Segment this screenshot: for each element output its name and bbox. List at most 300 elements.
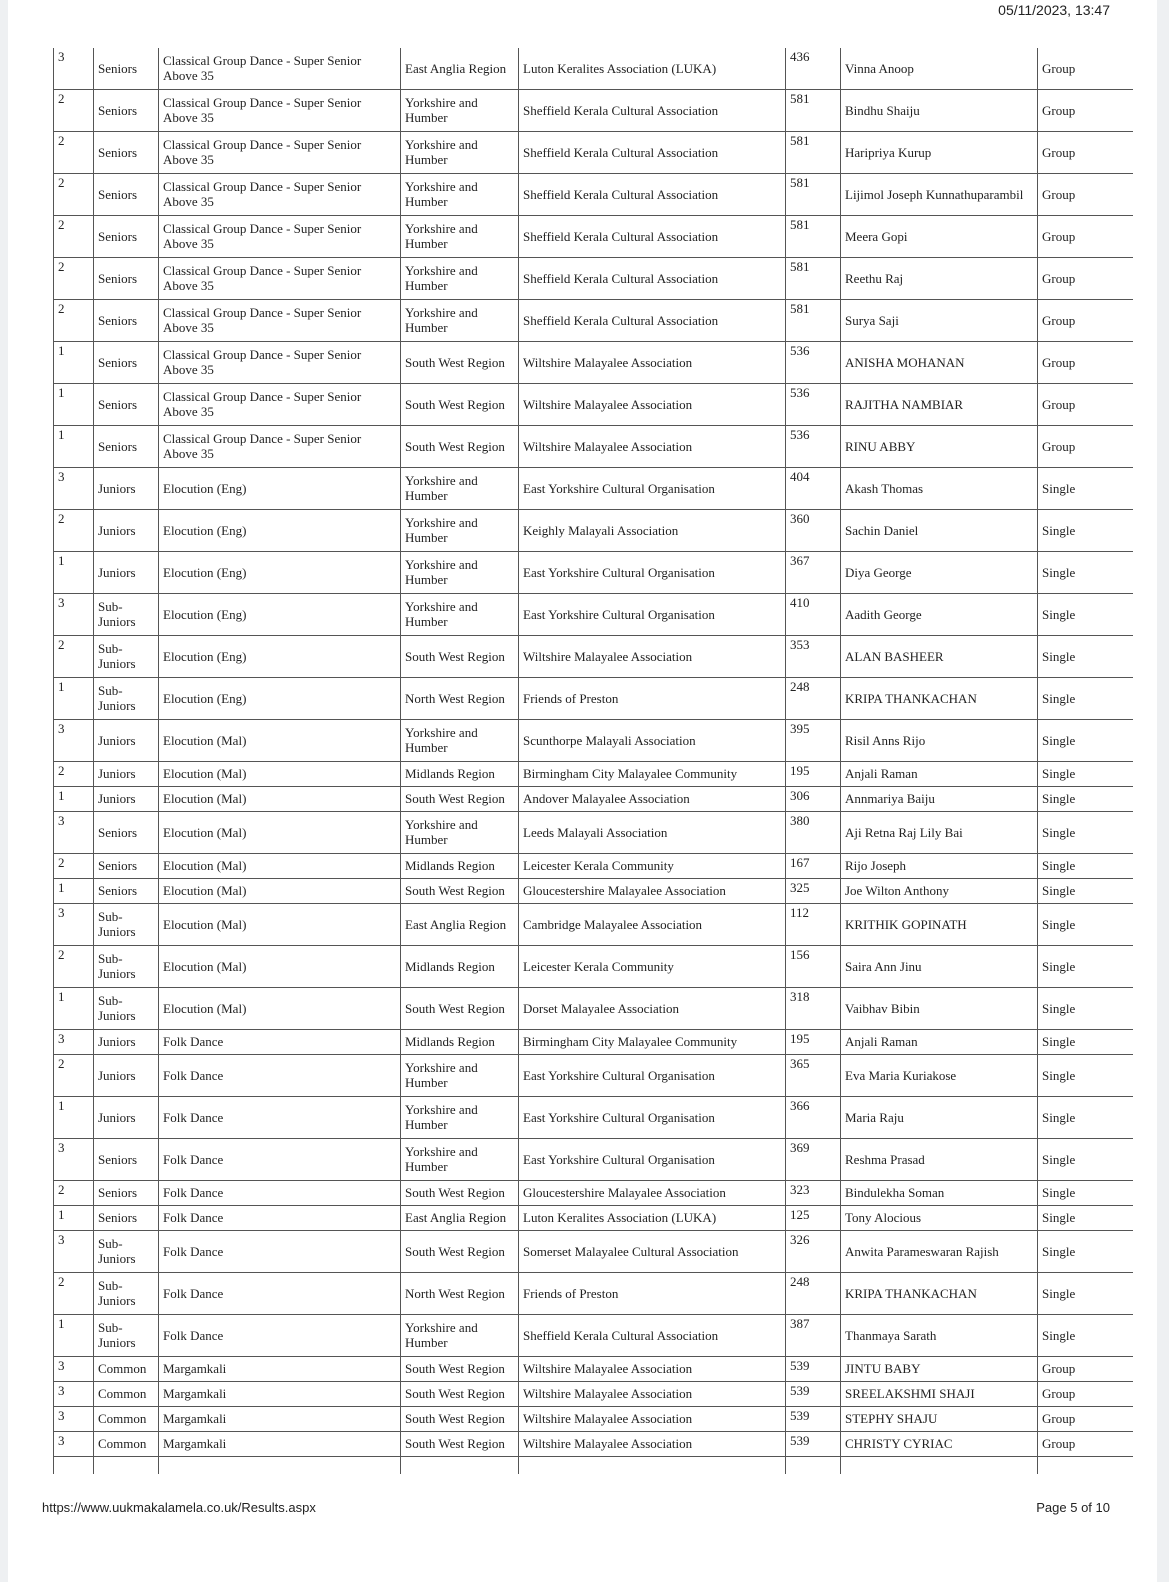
cell-association: Friends of Preston	[519, 1273, 786, 1315]
cell-chest-number: 387	[786, 1315, 841, 1357]
cell-entry-type: Single	[1038, 510, 1133, 552]
cell-association: Sheffield Kerala Cultural Association	[519, 258, 786, 300]
cell-participant-name: Saira Ann Jinu	[841, 946, 1038, 988]
cell-age-group: Sub-Juniors	[94, 946, 159, 988]
cell-association: East Yorkshire Cultural Organisation	[519, 552, 786, 594]
cell-age-group: Seniors	[94, 48, 159, 90]
cell-region: Yorkshire and Humber	[401, 216, 519, 258]
cell-chest-number: 395	[786, 720, 841, 762]
cell-rank: 2	[54, 132, 94, 174]
cell-age-group: Seniors	[94, 258, 159, 300]
cell-region: South West Region	[401, 1181, 519, 1206]
cell-region: Yorkshire and Humber	[401, 594, 519, 636]
table-row	[54, 720, 1133, 762]
cell-rank: 3	[54, 720, 94, 762]
cell-participant-name: Risil Anns Rijo	[841, 720, 1038, 762]
cell-chest-number: 581	[786, 300, 841, 342]
cell-age-group: Sub-Juniors	[94, 1315, 159, 1357]
cell-region: Yorkshire and Humber	[401, 1139, 519, 1181]
cell-age-group: Seniors	[94, 384, 159, 426]
cell-event: Elocution (Eng)	[159, 678, 401, 720]
cell-region: North West Region	[401, 1273, 519, 1315]
cell-participant-name: Anjali Raman	[841, 762, 1038, 787]
cell-entry-type: Group	[1038, 48, 1133, 90]
cell-region: Yorkshire and Humber	[401, 468, 519, 510]
cell-entry-type: Single	[1038, 678, 1133, 720]
cell-region: Midlands Region	[401, 946, 519, 988]
cell-rank: 2	[54, 258, 94, 300]
cell-event: Elocution (Mal)	[159, 854, 401, 879]
cell-chest-number: 365	[786, 1055, 841, 1097]
results-table-wrap	[53, 48, 1132, 1474]
cell-association: Sheffield Kerala Cultural Association	[519, 216, 786, 258]
cell-entry-type: Single	[1038, 1181, 1133, 1206]
cell-rank: 2	[54, 1273, 94, 1315]
cell-region: South West Region	[401, 342, 519, 384]
print-page	[8, 0, 1157, 1582]
table-row	[54, 1030, 1133, 1055]
cell-age-group: Seniors	[94, 854, 159, 879]
cell-entry-type: Group	[1038, 384, 1133, 426]
cell-region: North West Region	[401, 678, 519, 720]
table-row	[54, 258, 1133, 300]
cell-entry-type: Single	[1038, 946, 1133, 988]
cell-entry-type: Single	[1038, 1097, 1133, 1139]
cell-chest-number: 539	[786, 1357, 841, 1382]
cell-chest-number: 539	[786, 1407, 841, 1432]
cell-chest-number: 326	[786, 1231, 841, 1273]
cell-rank: 3	[54, 812, 94, 854]
cell-association: East Yorkshire Cultural Organisation	[519, 1055, 786, 1097]
cell-association: Birmingham City Malayalee Community	[519, 1030, 786, 1055]
cell-participant-name: Tony Alocious	[841, 1206, 1038, 1231]
cell-chest-number: 323	[786, 1181, 841, 1206]
cell-chest-number: 167	[786, 854, 841, 879]
cell-age-group: Juniors	[94, 1030, 159, 1055]
cell-entry-type: Single	[1038, 812, 1133, 854]
cell-participant-name: Bindhu Shaiju	[841, 90, 1038, 132]
cell-association: Wiltshire Malayalee Association	[519, 384, 786, 426]
cell-rank: 1	[54, 1315, 94, 1357]
cell-age-group: Seniors	[94, 1181, 159, 1206]
cell-entry-type: Single	[1038, 1315, 1133, 1357]
cell-association: Wiltshire Malayalee Association	[519, 636, 786, 678]
cell-association: Sheffield Kerala Cultural Association	[519, 1315, 786, 1357]
footer-url: https://www.uukmakalamela.co.uk/Results.aspx	[42, 1500, 316, 1515]
table-row	[54, 904, 1133, 946]
cell-association: Wiltshire Malayalee Association	[519, 1357, 786, 1382]
cell-event: Classical Group Dance - Super Senior Above 35	[159, 216, 401, 258]
table-row	[54, 342, 1133, 384]
cell-age-group: Common	[94, 1407, 159, 1432]
cell-association: East Yorkshire Cultural Organisation	[519, 1139, 786, 1181]
cell-association: Sheffield Kerala Cultural Association	[519, 132, 786, 174]
cell-age-group: Sub-Juniors	[94, 1231, 159, 1273]
cell-rank: 2	[54, 854, 94, 879]
cell-participant-name: RAJITHA NAMBIAR	[841, 384, 1038, 426]
table-row	[54, 90, 1133, 132]
table-row	[54, 879, 1133, 904]
cell-association: Sheffield Kerala Cultural Association	[519, 174, 786, 216]
cell-event: Classical Group Dance - Super Senior Above 35	[159, 342, 401, 384]
cell-chest-number: 112	[786, 904, 841, 946]
cell-chest-number: 318	[786, 988, 841, 1030]
cell-participant-name: Sachin Daniel	[841, 510, 1038, 552]
cell-entry-type: Single	[1038, 552, 1133, 594]
cell-age-group: Sub-Juniors	[94, 636, 159, 678]
cell-age-group: Juniors	[94, 1055, 159, 1097]
table-row	[54, 1315, 1133, 1357]
cell-rank: 1	[54, 426, 94, 468]
cell-rank: 3	[54, 468, 94, 510]
cell-entry-type: Single	[1038, 904, 1133, 946]
table-row	[54, 1206, 1133, 1231]
cell-rank: 3	[54, 1357, 94, 1382]
cell-region: Yorkshire and Humber	[401, 174, 519, 216]
cell-rank: 2	[54, 1181, 94, 1206]
cell-entry-type: Group	[1038, 90, 1133, 132]
cell-entry-type: Group	[1038, 342, 1133, 384]
empty-cell	[94, 1457, 159, 1475]
cell-event: Elocution (Mal)	[159, 988, 401, 1030]
cell-region: Yorkshire and Humber	[401, 1055, 519, 1097]
cell-entry-type: Single	[1038, 1055, 1133, 1097]
cell-participant-name: Surya Saji	[841, 300, 1038, 342]
table-row	[54, 1273, 1133, 1315]
cell-participant-name: Aadith George	[841, 594, 1038, 636]
cell-chest-number: 325	[786, 879, 841, 904]
table-row	[54, 426, 1133, 468]
cell-rank: 2	[54, 762, 94, 787]
cell-participant-name: KRIPA THANKACHAN	[841, 1273, 1038, 1315]
table-row	[54, 594, 1133, 636]
cell-age-group: Seniors	[94, 216, 159, 258]
cell-participant-name: STEPHY SHAJU	[841, 1407, 1038, 1432]
cell-entry-type: Group	[1038, 132, 1133, 174]
cell-entry-type: Single	[1038, 988, 1133, 1030]
cell-age-group: Sub-Juniors	[94, 594, 159, 636]
cell-entry-type: Group	[1038, 1382, 1133, 1407]
cell-region: Yorkshire and Humber	[401, 720, 519, 762]
cell-age-group: Sub-Juniors	[94, 988, 159, 1030]
cell-participant-name: Akash Thomas	[841, 468, 1038, 510]
cell-chest-number: 536	[786, 426, 841, 468]
cell-event: Margamkali	[159, 1432, 401, 1457]
cell-rank: 1	[54, 678, 94, 720]
cell-rank: 2	[54, 1055, 94, 1097]
cell-region: Yorkshire and Humber	[401, 300, 519, 342]
cell-chest-number: 581	[786, 258, 841, 300]
cell-age-group: Juniors	[94, 1097, 159, 1139]
cell-participant-name: Joe Wilton Anthony	[841, 879, 1038, 904]
cell-age-group: Seniors	[94, 1139, 159, 1181]
cell-entry-type: Group	[1038, 1432, 1133, 1457]
cell-chest-number: 195	[786, 762, 841, 787]
cell-participant-name: Anjali Raman	[841, 1030, 1038, 1055]
cell-association: Leicester Kerala Community	[519, 946, 786, 988]
cell-association: Leeds Malayali Association	[519, 812, 786, 854]
empty-cell	[841, 1457, 1038, 1475]
cell-region: Yorkshire and Humber	[401, 510, 519, 552]
cell-chest-number: 536	[786, 384, 841, 426]
cell-chest-number: 353	[786, 636, 841, 678]
cell-age-group: Sub-Juniors	[94, 1273, 159, 1315]
cell-rank: 1	[54, 879, 94, 904]
footer-page-number: Page 5 of 10	[1036, 1500, 1110, 1515]
cell-rank: 3	[54, 904, 94, 946]
cell-event: Elocution (Mal)	[159, 879, 401, 904]
cell-event: Elocution (Eng)	[159, 636, 401, 678]
cell-chest-number: 156	[786, 946, 841, 988]
cell-entry-type: Group	[1038, 216, 1133, 258]
cell-entry-type: Group	[1038, 1407, 1133, 1432]
cell-rank: 3	[54, 48, 94, 90]
cell-chest-number: 380	[786, 812, 841, 854]
cell-event: Classical Group Dance - Super Senior Above 35	[159, 300, 401, 342]
cell-association: Gloucestershire Malayalee Association	[519, 879, 786, 904]
cell-event: Folk Dance	[159, 1139, 401, 1181]
cell-age-group: Juniors	[94, 787, 159, 812]
cell-event: Classical Group Dance - Super Senior Above 35	[159, 90, 401, 132]
cell-entry-type: Single	[1038, 1206, 1133, 1231]
cell-event: Margamkali	[159, 1407, 401, 1432]
cell-event: Classical Group Dance - Super Senior Above 35	[159, 174, 401, 216]
cell-rank: 3	[54, 1432, 94, 1457]
table-row	[54, 1407, 1133, 1432]
table-row	[54, 174, 1133, 216]
empty-cell	[1038, 1457, 1133, 1475]
table-row	[54, 762, 1133, 787]
cell-participant-name: KRITHIK GOPINATH	[841, 904, 1038, 946]
cell-age-group: Seniors	[94, 1206, 159, 1231]
cell-event: Elocution (Mal)	[159, 946, 401, 988]
cell-chest-number: 539	[786, 1432, 841, 1457]
cell-rank: 1	[54, 384, 94, 426]
cell-event: Folk Dance	[159, 1315, 401, 1357]
cell-entry-type: Group	[1038, 258, 1133, 300]
cell-participant-name: ANISHA MOHANAN	[841, 342, 1038, 384]
cell-rank: 1	[54, 988, 94, 1030]
cell-rank: 3	[54, 1030, 94, 1055]
table-row	[54, 787, 1133, 812]
cell-participant-name: Rijo Joseph	[841, 854, 1038, 879]
cell-region: South West Region	[401, 1357, 519, 1382]
cell-event: Classical Group Dance - Super Senior Above 35	[159, 48, 401, 90]
cell-age-group: Seniors	[94, 812, 159, 854]
cell-age-group: Seniors	[94, 426, 159, 468]
cell-participant-name: SREELAKSHMI SHAJI	[841, 1382, 1038, 1407]
cell-event: Margamkali	[159, 1357, 401, 1382]
cell-region: East Anglia Region	[401, 48, 519, 90]
results-table-body	[54, 48, 1133, 1474]
cell-entry-type: Single	[1038, 1273, 1133, 1315]
table-row	[54, 946, 1133, 988]
cell-association: East Yorkshire Cultural Organisation	[519, 468, 786, 510]
cell-chest-number: 306	[786, 787, 841, 812]
cell-region: Yorkshire and Humber	[401, 132, 519, 174]
cell-region: Yorkshire and Humber	[401, 552, 519, 594]
cell-age-group: Sub-Juniors	[94, 904, 159, 946]
table-row	[54, 216, 1133, 258]
cell-region: South West Region	[401, 1231, 519, 1273]
cell-rank: 2	[54, 174, 94, 216]
cell-association: Leicester Kerala Community	[519, 854, 786, 879]
cell-rank: 3	[54, 1407, 94, 1432]
table-row-continuation	[54, 1457, 1133, 1475]
cell-chest-number: 360	[786, 510, 841, 552]
cell-region: South West Region	[401, 1407, 519, 1432]
cell-association: Somerset Malayalee Cultural Association	[519, 1231, 786, 1273]
table-row	[54, 636, 1133, 678]
cell-association: Wiltshire Malayalee Association	[519, 342, 786, 384]
cell-chest-number: 125	[786, 1206, 841, 1231]
cell-age-group: Juniors	[94, 510, 159, 552]
cell-entry-type: Group	[1038, 300, 1133, 342]
cell-event: Folk Dance	[159, 1030, 401, 1055]
cell-age-group: Seniors	[94, 879, 159, 904]
cell-rank: 2	[54, 90, 94, 132]
cell-association: Dorset Malayalee Association	[519, 988, 786, 1030]
cell-association: Sheffield Kerala Cultural Association	[519, 300, 786, 342]
empty-cell	[159, 1457, 401, 1475]
cell-participant-name: Eva Maria Kuriakose	[841, 1055, 1038, 1097]
table-row	[54, 1357, 1133, 1382]
cell-chest-number: 581	[786, 132, 841, 174]
cell-age-group: Common	[94, 1382, 159, 1407]
cell-participant-name: Aji Retna Raj Lily Bai	[841, 812, 1038, 854]
cell-participant-name: CHRISTY CYRIAC	[841, 1432, 1038, 1457]
cell-event: Elocution (Mal)	[159, 787, 401, 812]
table-row	[54, 854, 1133, 879]
cell-region: South West Region	[401, 1382, 519, 1407]
table-row	[54, 552, 1133, 594]
table-row	[54, 132, 1133, 174]
cell-association: Scunthorpe Malayali Association	[519, 720, 786, 762]
cell-region: South West Region	[401, 988, 519, 1030]
cell-region: Yorkshire and Humber	[401, 812, 519, 854]
cell-region: South West Region	[401, 787, 519, 812]
cell-association: Wiltshire Malayalee Association	[519, 426, 786, 468]
cell-participant-name: Vaibhav Bibin	[841, 988, 1038, 1030]
cell-region: Yorkshire and Humber	[401, 1097, 519, 1139]
cell-event: Folk Dance	[159, 1231, 401, 1273]
cell-association: Wiltshire Malayalee Association	[519, 1382, 786, 1407]
table-row	[54, 510, 1133, 552]
cell-chest-number: 410	[786, 594, 841, 636]
cell-age-group: Seniors	[94, 300, 159, 342]
cell-rank: 1	[54, 1097, 94, 1139]
cell-participant-name: ALAN BASHEER	[841, 636, 1038, 678]
cell-age-group: Juniors	[94, 468, 159, 510]
cell-rank: 2	[54, 636, 94, 678]
cell-rank: 3	[54, 1139, 94, 1181]
cell-entry-type: Single	[1038, 787, 1133, 812]
cell-rank: 2	[54, 216, 94, 258]
cell-association: Luton Keralites Association (LUKA)	[519, 1206, 786, 1231]
cell-event: Folk Dance	[159, 1055, 401, 1097]
cell-region: South West Region	[401, 879, 519, 904]
cell-entry-type: Group	[1038, 1357, 1133, 1382]
cell-participant-name: Annmariya Baiju	[841, 787, 1038, 812]
cell-region: Yorkshire and Humber	[401, 1315, 519, 1357]
print-timestamp: 05/11/2023, 13:47	[998, 2, 1110, 18]
cell-region: South West Region	[401, 426, 519, 468]
cell-entry-type: Single	[1038, 854, 1133, 879]
cell-chest-number: 195	[786, 1030, 841, 1055]
table-row	[54, 1097, 1133, 1139]
cell-association: Wiltshire Malayalee Association	[519, 1407, 786, 1432]
cell-rank: 1	[54, 342, 94, 384]
table-row	[54, 48, 1133, 90]
cell-association: Keighly Malayali Association	[519, 510, 786, 552]
cell-participant-name: Haripriya Kurup	[841, 132, 1038, 174]
cell-association: Sheffield Kerala Cultural Association	[519, 90, 786, 132]
empty-cell	[401, 1457, 519, 1475]
empty-cell	[786, 1457, 841, 1475]
cell-entry-type: Single	[1038, 879, 1133, 904]
cell-association: Birmingham City Malayalee Community	[519, 762, 786, 787]
cell-association: East Yorkshire Cultural Organisation	[519, 1097, 786, 1139]
cell-chest-number: 248	[786, 678, 841, 720]
table-row	[54, 1181, 1133, 1206]
cell-region: Midlands Region	[401, 854, 519, 879]
cell-region: Yorkshire and Humber	[401, 90, 519, 132]
cell-event: Classical Group Dance - Super Senior Above 35	[159, 258, 401, 300]
cell-event: Elocution (Eng)	[159, 594, 401, 636]
cell-age-group: Seniors	[94, 90, 159, 132]
table-row	[54, 384, 1133, 426]
cell-association: Andover Malayalee Association	[519, 787, 786, 812]
cell-chest-number: 404	[786, 468, 841, 510]
table-row	[54, 812, 1133, 854]
cell-rank: 2	[54, 510, 94, 552]
cell-rank: 3	[54, 594, 94, 636]
cell-chest-number: 366	[786, 1097, 841, 1139]
cell-entry-type: Single	[1038, 468, 1133, 510]
table-row	[54, 1055, 1133, 1097]
cell-chest-number: 581	[786, 90, 841, 132]
cell-age-group: Seniors	[94, 132, 159, 174]
cell-association: Luton Keralites Association (LUKA)	[519, 48, 786, 90]
cell-chest-number: 581	[786, 216, 841, 258]
table-row	[54, 1139, 1133, 1181]
cell-entry-type: Single	[1038, 1231, 1133, 1273]
table-row	[54, 1432, 1133, 1457]
cell-event: Elocution (Mal)	[159, 720, 401, 762]
cell-entry-type: Group	[1038, 174, 1133, 216]
cell-participant-name: Anwita Parameswaran Rajish	[841, 1231, 1038, 1273]
cell-association: Gloucestershire Malayalee Association	[519, 1181, 786, 1206]
cell-event: Classical Group Dance - Super Senior Above 35	[159, 132, 401, 174]
cell-event: Classical Group Dance - Super Senior Above 35	[159, 384, 401, 426]
cell-chest-number: 367	[786, 552, 841, 594]
cell-participant-name: Reethu Raj	[841, 258, 1038, 300]
cell-participant-name: KRIPA THANKACHAN	[841, 678, 1038, 720]
cell-participant-name: JINTU BABY	[841, 1357, 1038, 1382]
cell-entry-type: Single	[1038, 594, 1133, 636]
table-row	[54, 468, 1133, 510]
cell-region: South West Region	[401, 384, 519, 426]
cell-event: Elocution (Eng)	[159, 510, 401, 552]
cell-entry-type: Group	[1038, 426, 1133, 468]
cell-age-group: Juniors	[94, 552, 159, 594]
cell-age-group: Seniors	[94, 342, 159, 384]
cell-chest-number: 436	[786, 48, 841, 90]
cell-association: Cambridge Malayalee Association	[519, 904, 786, 946]
cell-rank: 2	[54, 946, 94, 988]
cell-region: South West Region	[401, 1432, 519, 1457]
cell-rank: 1	[54, 787, 94, 812]
